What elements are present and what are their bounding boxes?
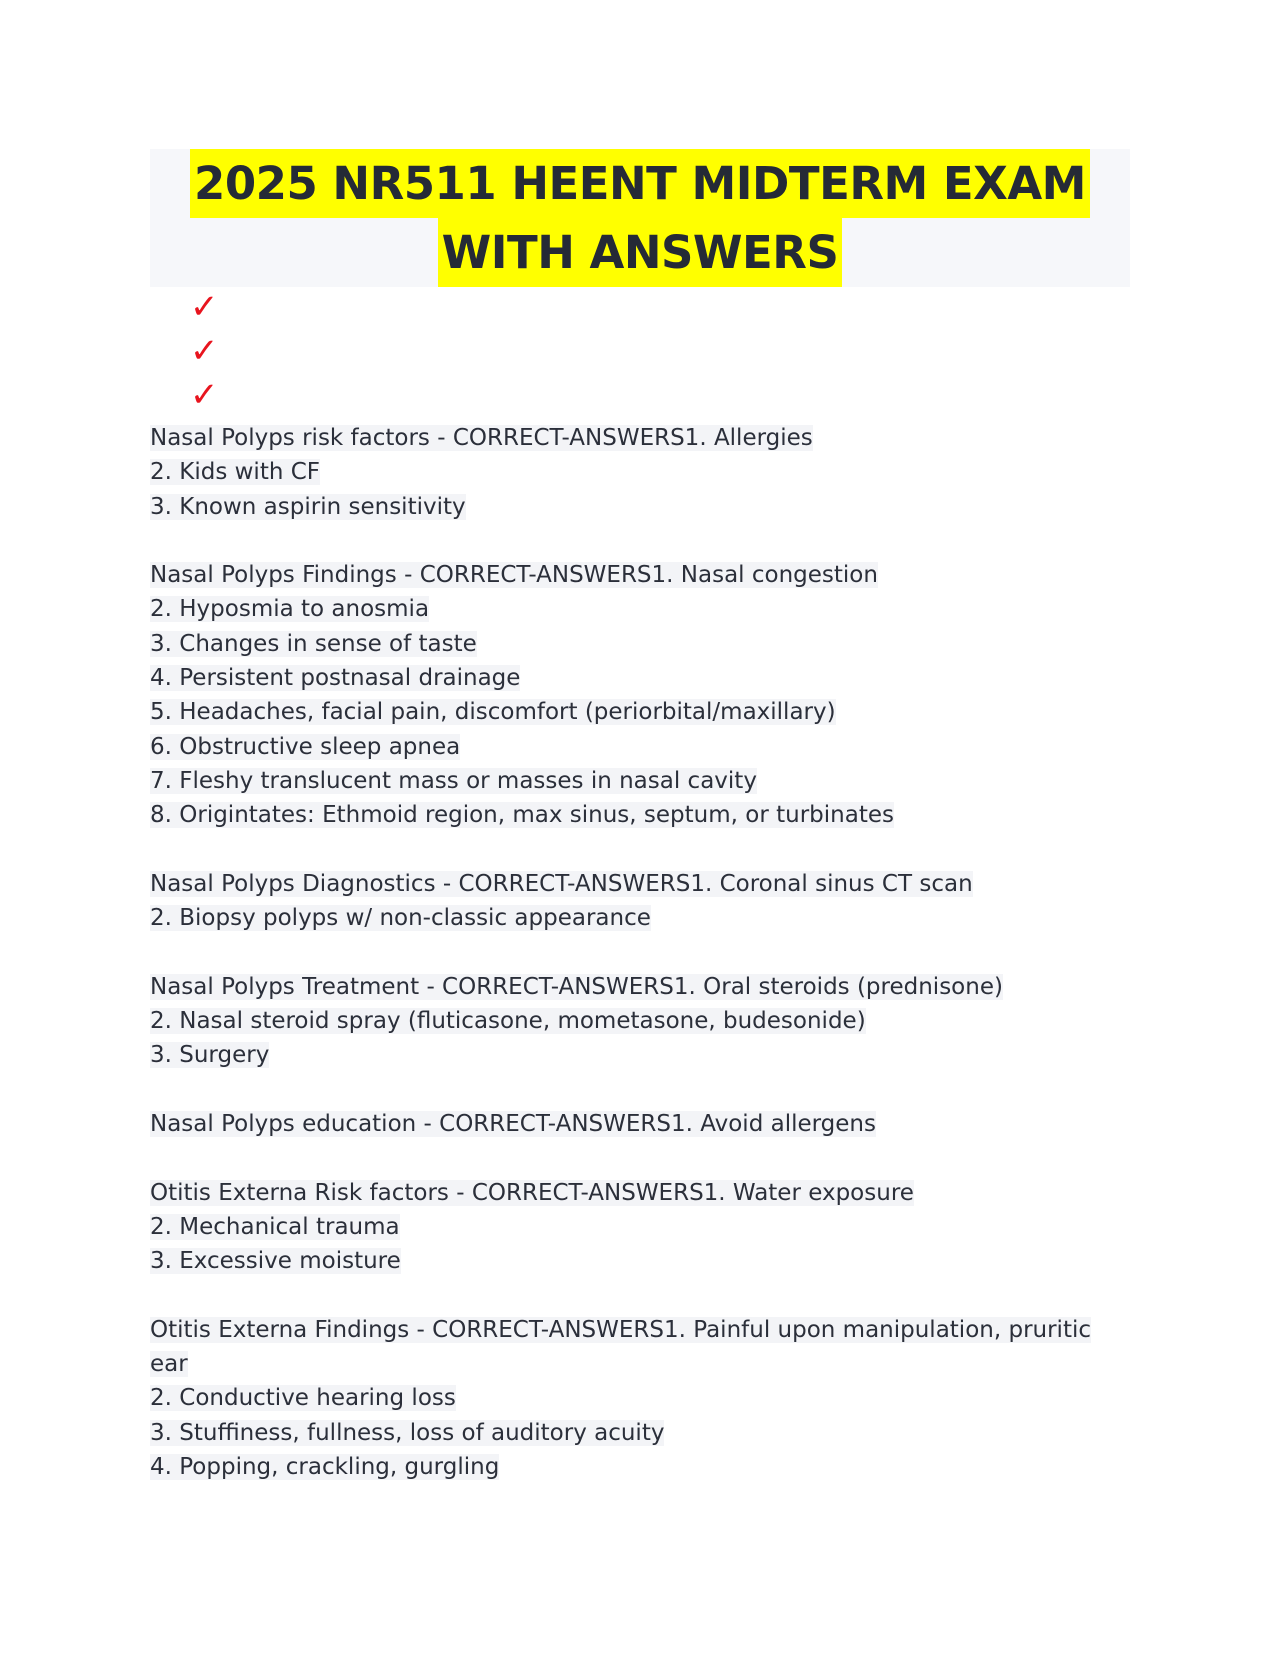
qa-content xyxy=(150,421,1130,1484)
qa-line xyxy=(150,490,1130,524)
qa-line xyxy=(150,1381,1130,1415)
qa-line xyxy=(150,1313,1130,1347)
qa-text: 2. Biopsy polyps w/ non-classic appearance xyxy=(150,905,651,932)
qa-line xyxy=(150,1210,1130,1244)
qa-section-nasal-polyps-education xyxy=(150,1107,1130,1141)
qa-text: 3. Known aspirin sensitivity xyxy=(150,493,466,520)
qa-line xyxy=(150,730,1130,764)
qa-line xyxy=(150,1347,1130,1381)
section-gap xyxy=(150,1073,1130,1107)
qa-text: Nasal Polyps Treatment - CORRECT-ANSWERS1. Oral steroids (prednisone) xyxy=(150,973,1003,1000)
qa-line xyxy=(150,558,1130,592)
qa-section-otitis-externa-risk-factors xyxy=(150,1176,1130,1279)
section-gap xyxy=(150,935,1130,969)
qa-text: 2. Nasal steroid spray (fluticasone, mometasone, budesonide) xyxy=(150,1008,866,1035)
title-row-2 xyxy=(150,218,1130,287)
section-gap xyxy=(150,1141,1130,1175)
page-title-line-1: 2025 NR511 HEENT MIDTERM EXAM xyxy=(190,149,1090,218)
qa-text: 2. Hyposmia to anosmia xyxy=(150,596,430,623)
qa-line xyxy=(150,627,1130,661)
qa-line xyxy=(150,1107,1130,1141)
qa-text: 3. Surgery xyxy=(150,1042,270,1069)
qa-section-nasal-polyps-findings xyxy=(150,558,1130,832)
section-gap xyxy=(150,524,1130,558)
qa-text: 7. Fleshy translucent mass or masses in nasal cavity xyxy=(150,767,757,794)
qa-text: Nasal Polyps education - CORRECT-ANSWERS1. Avoid allergens xyxy=(150,1110,876,1137)
qa-line xyxy=(150,867,1130,901)
qa-text: Nasal Polyps Findings - CORRECT-ANSWERS1. Nasal congestion xyxy=(150,562,878,589)
qa-line xyxy=(150,1176,1130,1210)
section-gap xyxy=(150,833,1130,867)
qa-section-otitis-externa-findings xyxy=(150,1313,1130,1484)
qa-line xyxy=(150,798,1130,832)
qa-text: 4. Popping, crackling, gurgling xyxy=(150,1453,500,1480)
qa-text: 8. Origintates: Ethmoid region, max sinus, septum, or turbinates xyxy=(150,802,894,829)
qa-line xyxy=(150,970,1130,1004)
qa-line xyxy=(150,901,1130,935)
qa-text: 3. Excessive moisture xyxy=(150,1248,401,1275)
qa-line xyxy=(150,695,1130,729)
qa-text: Otitis Externa Risk factors - CORRECT-ANSWERS1. Water exposure xyxy=(150,1179,914,1206)
qa-line xyxy=(150,1450,1130,1484)
title-row-1 xyxy=(150,149,1130,218)
qa-section-nasal-polyps-treatment xyxy=(150,970,1130,1073)
qa-line xyxy=(150,661,1130,695)
qa-line xyxy=(150,421,1130,455)
qa-text: Nasal Polyps Diagnostics - CORRECT-ANSWERS1. Coronal sinus CT scan xyxy=(150,870,973,897)
qa-section-nasal-polyps-diagnostics xyxy=(150,867,1130,936)
section-gap xyxy=(150,1278,1130,1312)
qa-text: 2. Conductive hearing loss xyxy=(150,1385,456,1412)
qa-line xyxy=(150,1038,1130,1072)
qa-text: ear xyxy=(150,1351,188,1378)
qa-text: 3. Stuffiness, fullness, loss of auditory acuity xyxy=(150,1419,665,1446)
title-block xyxy=(150,149,1130,287)
qa-text: 4. Persistent postnasal drainage xyxy=(150,665,521,692)
checkmark-icon: ✓ xyxy=(190,287,219,327)
qa-line xyxy=(150,455,1130,489)
qa-line xyxy=(150,1416,1130,1450)
qa-text: 3. Changes in sense of taste xyxy=(150,630,477,657)
checkmark-list xyxy=(190,285,219,417)
qa-text: Otitis Externa Findings - CORRECT-ANSWERS1. Painful upon manipulation, pruritic xyxy=(150,1316,1092,1343)
checkmark-icon: ✓ xyxy=(190,331,219,371)
qa-text: 6. Obstructive sleep apnea xyxy=(150,733,461,760)
qa-text: 5. Headaches, facial pain, discomfort (periorbital/maxillary) xyxy=(150,699,836,726)
checkmark-icon: ✓ xyxy=(190,375,219,415)
qa-line xyxy=(150,764,1130,798)
qa-line xyxy=(150,1244,1130,1278)
qa-text: 2. Mechanical trauma xyxy=(150,1213,400,1240)
page-title-line-2: WITH ANSWERS xyxy=(438,218,843,287)
qa-section-nasal-polyps-risk-factors xyxy=(150,421,1130,524)
qa-text: Nasal Polyps risk factors - CORRECT-ANSWERS1. Allergies xyxy=(150,425,813,451)
qa-line xyxy=(150,1004,1130,1038)
qa-line xyxy=(150,592,1130,626)
qa-text: 2. Kids with CF xyxy=(150,459,321,486)
